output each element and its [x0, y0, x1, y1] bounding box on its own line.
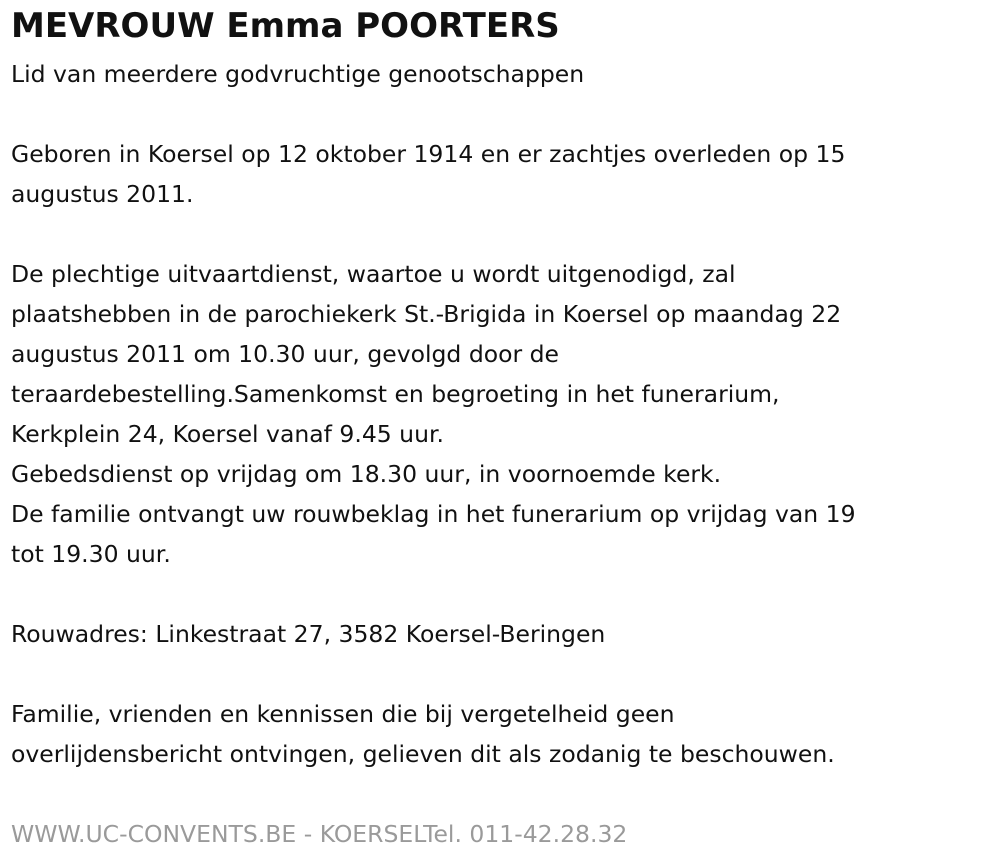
funeral-home-footer: WWW.UC-CONVENTS.BE - KOERSELTel. 011-42.28.32 [11, 820, 628, 848]
paragraph-line: tot 19.30 uur. [11, 540, 171, 568]
paragraph-line: teraardebestelling.Samenkomst en begroeting in het funerarium, [11, 380, 780, 408]
deceased-subtitle: Lid van meerdere godvruchtige genootschappen [11, 60, 585, 88]
funeral-service-paragraph [11, 254, 986, 574]
paragraph-line: Geboren in Koersel op 12 oktober 1914 en er zachtjes overleden op 15 [11, 140, 846, 168]
paragraph-line: augustus 2011. [11, 180, 194, 208]
paragraph-line: Familie, vrienden en kennissen die bij vergetelheid geen [11, 700, 675, 728]
deceased-name: MEVROUW Emma POORTERS [11, 6, 560, 46]
paragraph-line: overlijdensbericht ontvingen, gelieven dit als zodanig te beschouwen. [11, 740, 835, 768]
paragraph-line: plaatshebben in de parochiekerk St.-Brigida in Koersel op maandag 22 [11, 300, 842, 328]
closing-paragraph [11, 694, 986, 774]
paragraph-line: De familie ontvangt uw rouwbeklag in het funerarium op vrijdag van 19 [11, 500, 856, 528]
birth-death-paragraph [11, 134, 986, 214]
paragraph-line: Kerkplein 24, Koersel vanaf 9.45 uur. [11, 420, 444, 448]
death-notice [11, 0, 986, 774]
mourning-address [11, 614, 986, 654]
address-line: Rouwadres: Linkestraat 27, 3582 Koersel-Beringen [11, 620, 606, 648]
paragraph-line: Gebedsdienst op vrijdag om 18.30 uur, in voornoemde kerk. [11, 460, 722, 488]
paragraph-line: augustus 2011 om 10.30 uur, gevolgd door de [11, 340, 559, 368]
paragraph-line: De plechtige uitvaartdienst, waartoe u wordt uitgenodigd, zal [11, 260, 736, 288]
